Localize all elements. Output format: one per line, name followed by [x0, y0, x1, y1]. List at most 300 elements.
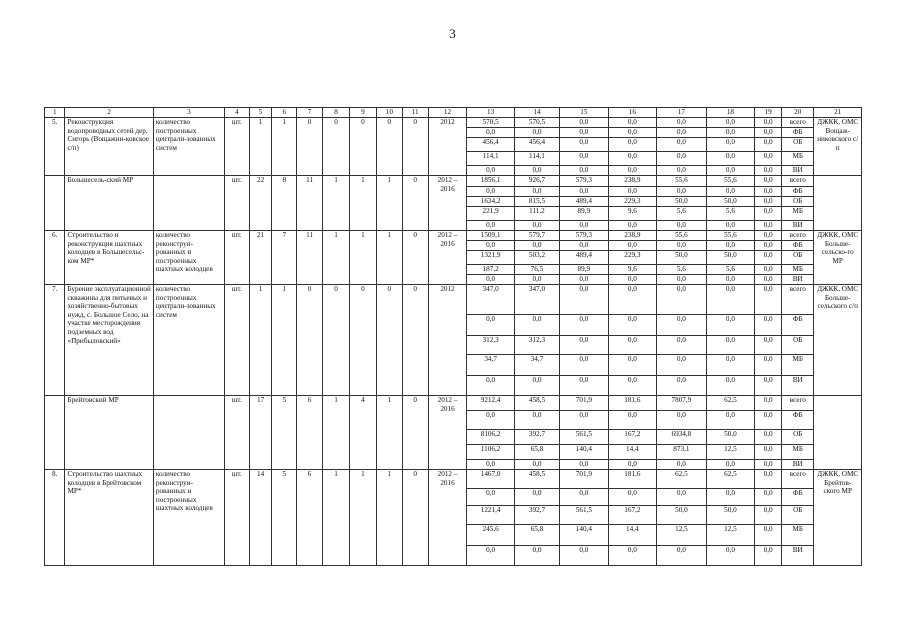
value-c19: 0,0 [755, 315, 782, 336]
value-c14: 0,0 [514, 376, 559, 396]
value-c15: 0,0 [560, 411, 609, 430]
value-c13: 0,0 [467, 275, 514, 285]
value-c20: ВИ [782, 460, 814, 470]
value-c14: 0,0 [514, 315, 559, 336]
value-c15: 561,5 [560, 506, 609, 525]
value-c17: 5,6 [657, 207, 707, 221]
header-cell-18: 18 [706, 108, 755, 118]
value-c14: 0,0 [514, 241, 559, 251]
count-c8: 1 [323, 470, 350, 566]
table-row [45, 470, 862, 489]
value-c14: 458,5 [514, 470, 559, 489]
value-c15: 489,4 [560, 197, 609, 207]
value-c19: 0,0 [755, 138, 782, 152]
value-c18: 50,0 [706, 251, 755, 265]
value-c13: 0,0 [467, 460, 514, 470]
value-c14: 0,0 [514, 275, 559, 285]
count-c11: 0 [402, 118, 428, 176]
value-c13: 1221,4 [467, 506, 514, 525]
value-c15: 0,0 [560, 118, 609, 128]
value-c20: ОБ [782, 251, 814, 265]
value-c13: 1467,0 [467, 470, 514, 489]
header-cell-9: 9 [349, 108, 376, 118]
row-number: 5. [45, 118, 65, 176]
header-cell-11: 11 [402, 108, 428, 118]
table-row [45, 118, 862, 128]
value-c19: 0,0 [755, 396, 782, 411]
value-c17: 6934,8 [657, 430, 707, 445]
value-c20: МБ [782, 152, 814, 166]
value-c16: 181,6 [608, 470, 657, 489]
row-number [45, 176, 65, 231]
value-c16: 0,0 [608, 187, 657, 197]
value-c15: 701,9 [560, 396, 609, 411]
value-c15: 0,0 [560, 460, 609, 470]
value-c16: 0,0 [608, 138, 657, 152]
value-c19: 0,0 [755, 241, 782, 251]
value-c14: 926,7 [514, 176, 559, 187]
value-c16: 0,0 [608, 152, 657, 166]
table-row [45, 285, 862, 315]
indicator-name: количество реконструи-рованных и построенных шахтных колодцев [153, 231, 224, 285]
indicator-name: количество построенных централи-зованных систем [153, 285, 224, 396]
value-c16: 229,3 [608, 197, 657, 207]
table-row [45, 396, 862, 411]
value-c18: 0,0 [706, 128, 755, 138]
value-c19: 0,0 [755, 430, 782, 445]
value-c20: ОБ [782, 506, 814, 525]
value-c19: 0,0 [755, 197, 782, 207]
value-c14: 0,0 [514, 411, 559, 430]
value-c16: 167,2 [608, 506, 657, 525]
value-c20: ОБ [782, 336, 814, 355]
value-c13: 0,0 [467, 489, 514, 506]
value-c13: 0,0 [467, 221, 514, 231]
count-c8: 0 [323, 285, 350, 396]
value-c17: 55,6 [657, 176, 707, 187]
count-c7: 0 [297, 118, 323, 176]
count-c10: 0 [376, 285, 402, 396]
value-c14: 65,8 [514, 445, 559, 460]
value-c18: 0,0 [706, 546, 755, 566]
value-c19: 0,0 [755, 525, 782, 546]
count-c5: 22 [249, 176, 272, 231]
measure-name: Строительство и реконструкция шахтных колодцев в Большесельс-ком МР* [65, 231, 153, 285]
count-c10: 0 [376, 118, 402, 176]
count-c5: 21 [249, 231, 272, 285]
value-c14: 456,4 [514, 138, 559, 152]
value-c20: МБ [782, 355, 814, 376]
value-c18: 62,5 [706, 470, 755, 489]
value-c14: 76,5 [514, 265, 559, 275]
value-c16: 14,4 [608, 525, 657, 546]
value-c14: 503,2 [514, 251, 559, 265]
value-c19: 0,0 [755, 166, 782, 176]
value-c16: 0,0 [608, 460, 657, 470]
count-c7: 11 [297, 231, 323, 285]
value-c17: 0,0 [657, 128, 707, 138]
value-c18: 0,0 [706, 355, 755, 376]
count-c10: 1 [376, 231, 402, 285]
value-c13: 1106,2 [467, 445, 514, 460]
value-c17: 0,0 [657, 166, 707, 176]
value-c16: 0,0 [608, 241, 657, 251]
header-cell-5: 5 [249, 108, 272, 118]
value-c15: 579,3 [560, 176, 609, 187]
value-c20: МБ [782, 445, 814, 460]
header-cell-20: 20 [782, 108, 814, 118]
value-c16: 0,0 [608, 376, 657, 396]
value-c15: 0,0 [560, 355, 609, 376]
value-c13: 347,0 [467, 285, 514, 315]
value-c18: 0,0 [706, 275, 755, 285]
header-cell-8: 8 [323, 108, 350, 118]
unit: шт. [224, 231, 249, 285]
value-c19: 0,0 [755, 285, 782, 315]
count-c7: 0 [297, 285, 323, 396]
count-c11: 0 [402, 231, 428, 285]
value-c13: 187,2 [467, 265, 514, 275]
row-number: 7. [45, 285, 65, 396]
value-c17: 62,5 [657, 470, 707, 489]
value-c16: 14,4 [608, 445, 657, 460]
value-c15: 489,4 [560, 251, 609, 265]
value-c19: 0,0 [755, 506, 782, 525]
value-c20: ОБ [782, 430, 814, 445]
value-c18: 12,5 [706, 525, 755, 546]
value-c20: всего [782, 396, 814, 411]
value-c14: 0,0 [514, 489, 559, 506]
header-cell-2: 2 [65, 108, 153, 118]
value-c20: ВИ [782, 546, 814, 566]
count-c10: 1 [376, 470, 402, 566]
value-c16: 238,9 [608, 231, 657, 241]
value-c13: 0,0 [467, 166, 514, 176]
value-c20: ФБ [782, 187, 814, 197]
header-cell-13: 13 [467, 108, 514, 118]
value-c19: 0,0 [755, 376, 782, 396]
value-c20: ФБ [782, 315, 814, 336]
count-c5: 14 [249, 470, 272, 566]
value-c13: 456,4 [467, 138, 514, 152]
unit: шт. [224, 176, 249, 231]
unit: шт. [224, 396, 249, 470]
value-c15: 0,0 [560, 221, 609, 231]
value-c15: 0,0 [560, 315, 609, 336]
value-c14: 570,5 [514, 118, 559, 128]
value-c17: 873,1 [657, 445, 707, 460]
value-c20: МБ [782, 525, 814, 546]
value-c13: 0,0 [467, 187, 514, 197]
value-c14: 0,0 [514, 187, 559, 197]
value-c19: 0,0 [755, 128, 782, 138]
value-c15: 0,0 [560, 275, 609, 285]
value-c14: 34,7 [514, 355, 559, 376]
value-c17: 0,0 [657, 336, 707, 355]
header-row [45, 108, 862, 118]
responsible: ДЖКК, ОМС Вощаж-никовского с/п [814, 118, 862, 176]
header-cell-12: 12 [428, 108, 467, 118]
header-cell-15: 15 [560, 108, 609, 118]
value-c17: 7807,9 [657, 396, 707, 411]
count-c6: 1 [272, 118, 297, 176]
page-number: 3 [449, 26, 456, 41]
value-c17: 55,6 [657, 231, 707, 241]
count-c7: 11 [297, 176, 323, 231]
value-c14: 0,0 [514, 128, 559, 138]
unit: шт. [224, 118, 249, 176]
count-c8: 0 [323, 118, 350, 176]
count-c11: 0 [402, 176, 428, 231]
value-c17: 5,6 [657, 265, 707, 275]
value-c14: 312,3 [514, 336, 559, 355]
value-c14: 111,2 [514, 207, 559, 221]
value-c20: ВИ [782, 166, 814, 176]
value-c19: 0,0 [755, 546, 782, 566]
value-c20: ФБ [782, 411, 814, 430]
value-c14: 0,0 [514, 221, 559, 231]
value-c20: всего [782, 470, 814, 489]
value-c19: 0,0 [755, 207, 782, 221]
value-c18: 0,0 [706, 315, 755, 336]
value-c19: 0,0 [755, 411, 782, 430]
count-c9: 4 [349, 396, 376, 470]
count-c10: 1 [376, 176, 402, 231]
value-c19: 0,0 [755, 187, 782, 197]
value-c13: 221,9 [467, 207, 514, 221]
value-c20: всего [782, 285, 814, 315]
value-c19: 0,0 [755, 445, 782, 460]
value-c15: 0,0 [560, 546, 609, 566]
value-c17: 0,0 [657, 489, 707, 506]
value-c19: 0,0 [755, 489, 782, 506]
responsible: ДЖКК, ОМС Больше-сельского с/п [814, 285, 862, 396]
value-c15: 0,0 [560, 241, 609, 251]
value-c19: 0,0 [755, 265, 782, 275]
count-c11: 0 [402, 470, 428, 566]
value-c14: 815,5 [514, 197, 559, 207]
unit: шт. [224, 285, 249, 396]
header-cell-14: 14 [514, 108, 559, 118]
value-c13: 0,0 [467, 241, 514, 251]
header-cell-6: 6 [272, 108, 297, 118]
value-c17: 0,0 [657, 221, 707, 231]
value-c20: ВИ [782, 275, 814, 285]
value-c18: 0,0 [706, 336, 755, 355]
row-number: 6. [45, 231, 65, 285]
value-c13: 114,1 [467, 152, 514, 166]
value-c13: 570,5 [467, 118, 514, 128]
value-c18: 50,0 [706, 506, 755, 525]
value-c14: 0,0 [514, 546, 559, 566]
value-c15: 89,9 [560, 207, 609, 221]
responsible [814, 396, 862, 470]
value-c15: 0,0 [560, 489, 609, 506]
value-c13: 34,7 [467, 355, 514, 376]
count-c9: 1 [349, 231, 376, 285]
value-c14: 114,1 [514, 152, 559, 166]
value-c13: 8106,2 [467, 430, 514, 445]
indicator-name [153, 396, 224, 470]
value-c17: 0,0 [657, 241, 707, 251]
count-c6: 5 [272, 470, 297, 566]
value-c17: 0,0 [657, 118, 707, 128]
value-c13: 9212,4 [467, 396, 514, 411]
value-c20: всего [782, 176, 814, 187]
value-c16: 0,0 [608, 118, 657, 128]
value-c15: 0,0 [560, 152, 609, 166]
value-c16: 229,3 [608, 251, 657, 265]
count-c5: 1 [249, 285, 272, 396]
unit: шт. [224, 470, 249, 566]
value-c19: 0,0 [755, 221, 782, 231]
value-c15: 0,0 [560, 128, 609, 138]
value-c16: 0,0 [608, 411, 657, 430]
count-c6: 7 [272, 231, 297, 285]
value-c20: всего [782, 231, 814, 241]
header-cell-1: 1 [45, 108, 65, 118]
value-c15: 0,0 [560, 285, 609, 315]
value-c20: ВИ [782, 376, 814, 396]
measure-name: Строительство шахтных колодцев в Брейтовском МР* [65, 470, 153, 566]
value-c20: ВИ [782, 221, 814, 231]
value-c17: 0,0 [657, 460, 707, 470]
measure-name: Бурение эксплуатационной скважины для питьевых и хозяйственно-бытовых нужд, с. Большое Село, на участке месторождения подземных вод «Прибыловский» [65, 285, 153, 396]
count-c7: 6 [297, 396, 323, 470]
value-c17: 50,0 [657, 251, 707, 265]
count-c9: 1 [349, 470, 376, 566]
value-c19: 0,0 [755, 355, 782, 376]
value-c18: 50,0 [706, 430, 755, 445]
value-c18: 0,0 [706, 187, 755, 197]
value-c15: 0,0 [560, 138, 609, 152]
value-c16: 0,0 [608, 275, 657, 285]
value-c18: 0,0 [706, 221, 755, 231]
value-c13: 0,0 [467, 128, 514, 138]
value-c17: 0,0 [657, 546, 707, 566]
value-c18: 5,6 [706, 207, 755, 221]
value-c18: 55,6 [706, 176, 755, 187]
value-c18: 0,0 [706, 489, 755, 506]
value-c18: 0,0 [706, 118, 755, 128]
count-c9: 0 [349, 285, 376, 396]
period: 2012 – 2016 [428, 470, 467, 566]
period: 2012 [428, 118, 467, 176]
value-c18: 12,5 [706, 445, 755, 460]
header-cell-7: 7 [297, 108, 323, 118]
count-c5: 17 [249, 396, 272, 470]
value-c19: 0,0 [755, 336, 782, 355]
value-c15: 701,9 [560, 470, 609, 489]
value-c20: ФБ [782, 489, 814, 506]
value-c18: 0,0 [706, 376, 755, 396]
value-c16: 238,9 [608, 176, 657, 187]
value-c13: 1856,1 [467, 176, 514, 187]
row-number: 8. [45, 470, 65, 566]
value-c17: 0,0 [657, 285, 707, 315]
value-c13: 312,3 [467, 336, 514, 355]
value-c14: 0,0 [514, 460, 559, 470]
value-c17: 0,0 [657, 355, 707, 376]
value-c16: 0,0 [608, 315, 657, 336]
measure-name: Брейтовский МР [65, 396, 153, 470]
value-c16: 0,0 [608, 166, 657, 176]
count-c9: 1 [349, 176, 376, 231]
value-c16: 0,0 [608, 221, 657, 231]
value-c20: ОБ [782, 138, 814, 152]
value-c19: 0,0 [755, 152, 782, 166]
value-c17: 0,0 [657, 187, 707, 197]
value-c17: 50,0 [657, 506, 707, 525]
table-row [45, 231, 862, 241]
value-c19: 0,0 [755, 470, 782, 489]
count-c7: 6 [297, 470, 323, 566]
value-c16: 181,6 [608, 396, 657, 411]
value-c14: 579,7 [514, 231, 559, 241]
value-c16: 0,0 [608, 546, 657, 566]
value-c18: 0,0 [706, 138, 755, 152]
count-c9: 0 [349, 118, 376, 176]
value-c15: 0,0 [560, 187, 609, 197]
header-cell-17: 17 [657, 108, 707, 118]
value-c16: 0,0 [608, 285, 657, 315]
value-c20: ФБ [782, 128, 814, 138]
header-cell-4: 4 [224, 108, 249, 118]
value-c14: 392,7 [514, 506, 559, 525]
count-c8: 1 [323, 176, 350, 231]
period: 2012 – 2016 [428, 176, 467, 231]
value-c16: 9,6 [608, 265, 657, 275]
value-c13: 0,0 [467, 411, 514, 430]
value-c17: 0,0 [657, 411, 707, 430]
value-c20: МБ [782, 207, 814, 221]
value-c14: 0,0 [514, 166, 559, 176]
value-c17: 0,0 [657, 315, 707, 336]
value-c18: 55,6 [706, 231, 755, 241]
value-c15: 140,4 [560, 525, 609, 546]
count-c8: 1 [323, 396, 350, 470]
value-c16: 0,0 [608, 489, 657, 506]
value-c20: всего [782, 118, 814, 128]
count-c8: 1 [323, 231, 350, 285]
period: 2012 [428, 285, 467, 396]
value-c13: 1634,2 [467, 197, 514, 207]
measure-name: Большесель-ский МР [65, 176, 153, 231]
responsible: ДЖКК, ОМС Брейтов-ского МР [814, 470, 862, 566]
header-cell-3: 3 [153, 108, 224, 118]
value-c20: ОБ [782, 197, 814, 207]
value-c13: 0,0 [467, 376, 514, 396]
value-c16: 167,2 [608, 430, 657, 445]
value-c17: 12,5 [657, 525, 707, 546]
count-c5: 1 [249, 118, 272, 176]
value-c18: 0,0 [706, 285, 755, 315]
count-c10: 1 [376, 396, 402, 470]
period: 2012 – 2016 [428, 231, 467, 285]
count-c11: 0 [402, 285, 428, 396]
measure-name: Реконструкция водопроводных сетей дер. Сигорь (Вощажни-ковское с/п) [65, 118, 153, 176]
value-c14: 347,0 [514, 285, 559, 315]
value-c14: 458,5 [514, 396, 559, 411]
value-c18: 0,0 [706, 460, 755, 470]
value-c13: 1509,1 [467, 231, 514, 241]
value-c13: 245,6 [467, 525, 514, 546]
value-c15: 561,5 [560, 430, 609, 445]
value-c13: 0,0 [467, 546, 514, 566]
value-c17: 0,0 [657, 138, 707, 152]
value-c15: 0,0 [560, 166, 609, 176]
value-c15: 140,4 [560, 445, 609, 460]
